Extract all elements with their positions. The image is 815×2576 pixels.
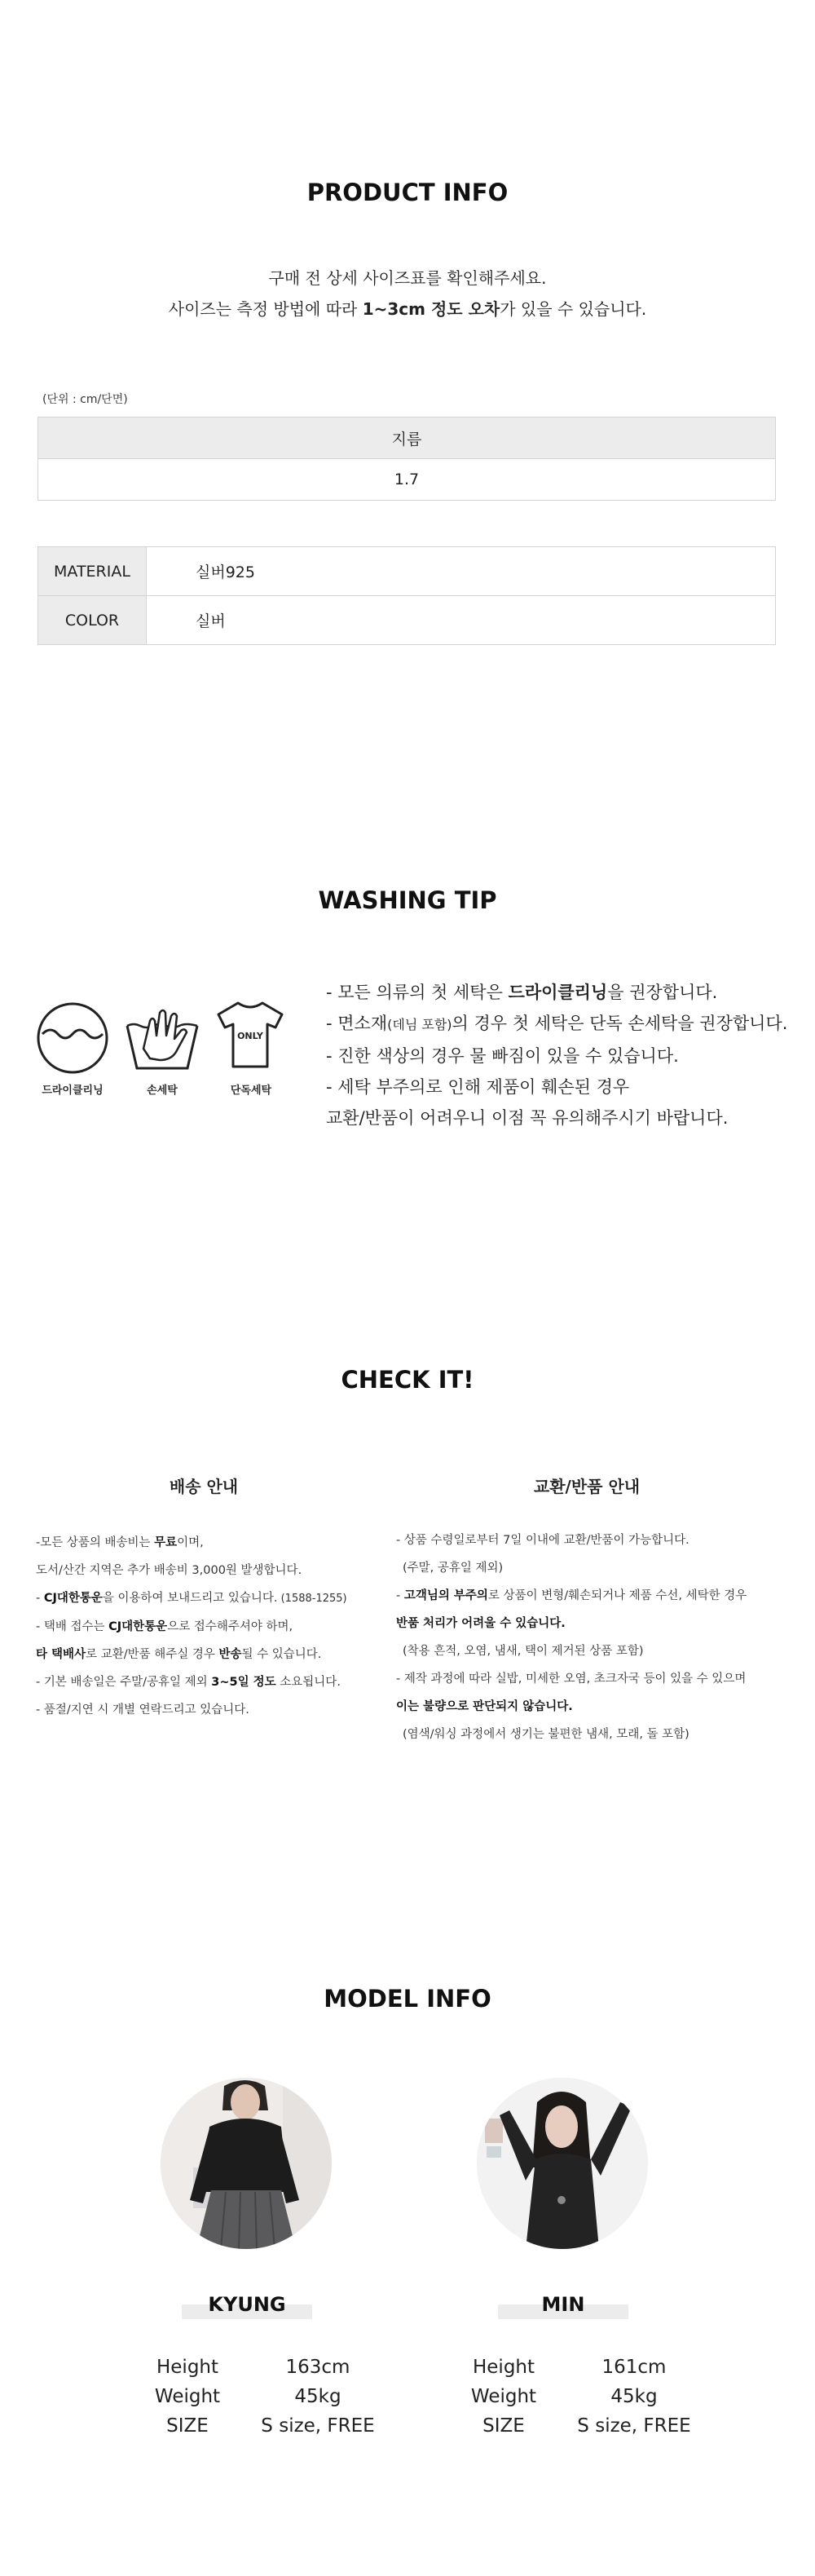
weight-value: 45kg [610, 2386, 658, 2407]
size-label: SIZE [482, 2415, 525, 2437]
notice-line-1: 구매 전 상세 사이즈표를 확인해주세요. [268, 268, 547, 288]
shipping-line: -모든 상품의 배송비는 무료이며, [36, 1536, 204, 1549]
exchange-line: (염색/워싱 과정에서 생기는 불편한 냄새, 모래, 돌 포함) [403, 1728, 689, 1741]
material-table [37, 546, 776, 645]
only-badge: ONLY [237, 1031, 263, 1041]
shipping-line: - 택배 접수는 CJ대한통운으로 접수해주셔야 하며, [36, 1620, 293, 1633]
weight-label: Weight [154, 2386, 221, 2407]
notice-line-2: 사이즈는 측정 방법에 따라 1~3cm 정도 오차가 있을 수 있습니다. [168, 299, 647, 319]
exchange-line: - 고객님의 부주의로 상품이 변형/훼손되거나 제품 수선, 세탁한 경우 [396, 1589, 747, 1602]
model-name-min: MIN [541, 2293, 585, 2316]
size-value: S size, FREE [261, 2415, 375, 2437]
wash-separately-label: 단독세탁 [230, 1085, 272, 1097]
size-table-value: 1.7 [38, 459, 776, 501]
check-it-title: CHECK IT! [341, 1366, 474, 1394]
material-row [38, 547, 776, 596]
size-table [37, 417, 776, 501]
weight-label: Weight [470, 2386, 537, 2407]
color-row [38, 596, 776, 645]
exchange-line: - 상품 수령일로부터 7일 이내에 교환/반품이 가능합니다. [396, 1534, 689, 1547]
height-label: Height [156, 2357, 219, 2378]
shipping-line: 도서/산간 지역은 추가 배송비 3,000원 발생합니다. [36, 1564, 302, 1577]
exchange-line: 반품 처리가 어려울 수 있습니다. [396, 1617, 566, 1630]
tip-3: - 진한 색상의 경우 물 빠짐이 있을 수 있습니다. [326, 1046, 679, 1066]
wash-separately-icon [214, 998, 287, 1075]
tip-1: - 모든 의류의 첫 세탁은 드라이클리닝을 권장합니다. [326, 983, 718, 1002]
material-value: 실버925 [147, 547, 776, 596]
exchange-title: 교환/반품 안내 [533, 1477, 641, 1496]
washing-tip-title: WASHING TIP [318, 886, 497, 914]
exchange-line: (주말, 공휴일 제외) [403, 1562, 504, 1575]
model-photo-min [477, 2078, 648, 2249]
washing-tips [326, 977, 787, 1133]
model-info-title: MODEL INFO [324, 1985, 491, 2013]
hand-wash-label: 손세탁 [147, 1085, 178, 1097]
model-photo-kyung [161, 2078, 332, 2249]
model-name-kyung: KYUNG [208, 2293, 286, 2316]
shipping-line: - CJ대한통운을 이용하여 보내드리고 있습니다. (1588-1255) [36, 1592, 347, 1605]
size-table-header: 지름 [38, 418, 776, 459]
height-value: 163cm [285, 2357, 350, 2378]
unit-label: (단위 : cm/단면) [42, 393, 128, 406]
height-value: 161cm [601, 2357, 667, 2378]
shipping-line: - 기본 배송일은 주말/공휴일 제외 3~5일 정도 소요됩니다. [36, 1676, 341, 1689]
height-label: Height [472, 2357, 535, 2378]
shipping-info [36, 1529, 394, 1724]
exchange-line: 이는 불량으로 판단되지 않습니다. [396, 1700, 573, 1713]
size-notice [0, 263, 815, 325]
dry-clean-label: 드라이클리닝 [42, 1085, 104, 1097]
product-info-title: PRODUCT INFO [306, 179, 509, 206]
exchange-info [396, 1527, 787, 1748]
color-label: COLOR [38, 596, 147, 645]
hand-wash-icon [126, 1001, 199, 1078]
weight-value: 45kg [294, 2386, 341, 2407]
shipping-line: 타 택배사로 교환/반품 해주실 경우 반송될 수 있습니다. [36, 1648, 322, 1661]
tip-2: - 면소재(데님 포함)의 경우 첫 세탁은 단독 손세탁을 권장합니다. [326, 1014, 788, 1033]
material-label: MATERIAL [38, 547, 147, 596]
tip-4: - 세탁 부주의로 인해 제품이 훼손된 경우 [326, 1077, 630, 1097]
exchange-line: - 제작 과정에 따라 실밥, 미세한 오염, 초크자국 등이 있을 수 있으며 [396, 1672, 747, 1686]
color-value: 실버 [147, 596, 776, 645]
size-value: S size, FREE [577, 2415, 691, 2437]
tip-5: 교환/반품이 어려우니 이점 꼭 유의해주시기 바랍니다. [326, 1108, 729, 1128]
shipping-title: 배송 안내 [169, 1477, 239, 1496]
model-stats-min [447, 2353, 707, 2441]
dry-clean-icon [36, 1001, 109, 1078]
model-stats-kyung [130, 2353, 391, 2441]
shipping-line: - 품절/지연 시 개별 연락드리고 있습니다. [36, 1703, 249, 1717]
size-label: SIZE [166, 2415, 209, 2437]
exchange-line: (착용 흔적, 오염, 냄새, 택이 제거된 상품 포함) [403, 1645, 644, 1658]
